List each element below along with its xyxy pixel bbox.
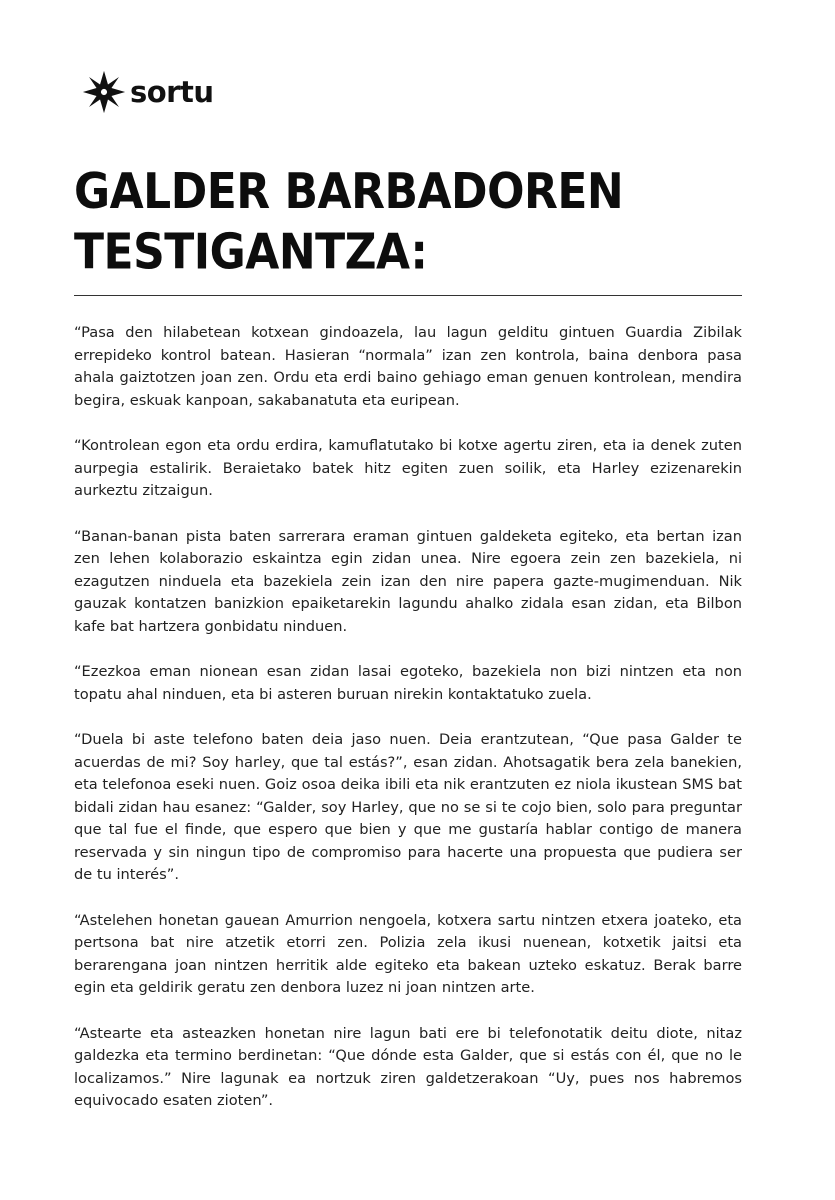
paragraph: “Banan-banan pista baten sarrerara eraman gintuen galdeketa egiteko, eta bertan izan zen lehen kolaborazio eskaintza egin zidan unea. Nire egoera zein zen bazekiela, ni ezagutzen ninduela eta bazekiela zein izan den nire papera gazte-mugimenduan. Nik gauzak kontatzen banizkion epaiketarekin lagundu ahalko zidala esan zidan, eta Bilbon kafe bat hartzera gonbidatu ninduen.	[74, 527, 742, 635]
paragraph: “Kontrolean egon eta ordu erdira, kamuflatutako bi kotxe agertu ziren, eta ia denek zuten aurpegia estalirik. Beraietako batek hitz egiten zuen soilik, eta Harley ezizenarekin aurkeztu zitzaigun.	[74, 437, 742, 499]
page-title	[74, 162, 754, 283]
title-line-1: GALDER BARBADOREN	[74, 163, 624, 221]
paragraph: “Astelehen honetan gauean Amurrion nengoela, kotxera sartu nintzen etxera joateko, eta pertsona bat nire atzetik etorri zen. Polizia zela ikusi nuenean, kotxetik jaitsi eta berarengana joan nintzen herritik alde egiteko eta bakean uzteko eskatuz. Berak barre egin eta geldirik geratu zen denbora luzez ni joan nintzen arte.	[74, 911, 742, 996]
sortu-logo	[82, 70, 214, 114]
title-line-2: TESTIGANTZA:	[74, 223, 428, 281]
logo-wordmark: sortu	[130, 74, 214, 109]
divider	[74, 295, 742, 296]
paragraph: “Ezezkoa eman nionean esan zidan lasai egoteko, bazekiela non bizi nintzen eta non topatu ahal ninduen, eta bi asteren buruan nirekin kontaktatuko zuela.	[74, 663, 742, 703]
paragraph: “Duela bi aste telefono baten deia jaso nuen. Deia erantzutean, “Que pasa Galder te acuerdas de mi? Soy harley, que tal estás?”, esan zidan. Ahotsagatik bera zela banekien, eta telefonoa eseki nuen. Goiz osoa deika ibili eta nik erantzuten ez niola ikustean SMS bat bidali zidan hau esanez: “Galder, soy Harley, que no se si te cojo bien, solo para preguntar que tal fue el finde, que espero que bien y que me gustaría hablar contigo de manera reservada y sin ningun tipo de compromiso para hacerte una propuesta que pudiera ser de tu interés”.	[74, 731, 742, 883]
star-icon	[82, 70, 126, 114]
testimony-body	[74, 322, 742, 1136]
paragraph: “Astearte eta asteazken honetan nire lagun bati ere bi telefonotatik deitu diote, nitaz galdezka eta termino berdinetan: “Que dónde esta Galder, que si estás con él, que no le localizamos.” Nire lagunak ea nortzuk ziren galdetzerakoan “Uy, pues nos habremos equivocado esaten zioten”.	[74, 1024, 742, 1109]
paragraph: “Pasa den hilabetean kotxean gindoazela, lau lagun gelditu gintuen Guardia Zibilak errepideko kontrol batean. Hasieran “normala” izan zen kontrola, baina denbora pasa ahala gaiztotzen joan zen. Ordu eta erdi baino gehiago eman genuen kontrolean, mendira begira, eskuak kanpoan, sakabanatuta eta euripean.	[74, 324, 742, 409]
